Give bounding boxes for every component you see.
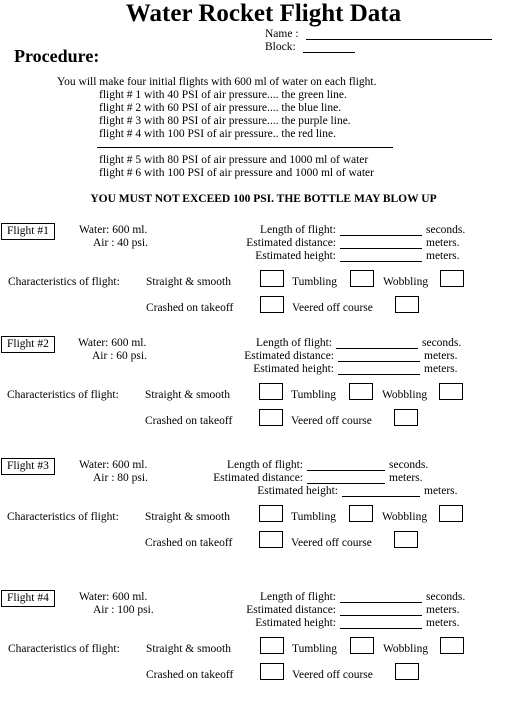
flight-2-crashed-label: Crashed on takeoff <box>145 415 233 427</box>
flight-4-characteristics-label: Characteristics of flight: <box>8 643 120 655</box>
flight-4-wobbling-checkbox[interactable] <box>440 637 464 654</box>
flight-1-distance-label: Estimated distance: <box>246 237 336 249</box>
flight-1-length-unit: seconds. <box>426 224 466 236</box>
flight-1-straight-checkbox[interactable] <box>260 270 284 287</box>
procedure-extra-line: flight # 5 with 80 PSI of air pressure and 1000 ml of water <box>99 154 369 166</box>
flight-3-wobbling-checkbox[interactable] <box>439 505 463 522</box>
flight-1-distance-field[interactable] <box>340 248 422 249</box>
flight-2-length-unit: seconds. <box>422 337 462 349</box>
flight-3-crashed-checkbox[interactable] <box>259 531 283 548</box>
procedure-line: flight # 1 with 40 PSI of air pressure.... the green line. <box>99 89 347 101</box>
flight-4-height-field[interactable] <box>340 628 422 629</box>
warning-text: YOU MUST NOT EXCEED 100 PSI. THE BOTTLE MAY BLOW UP <box>90 193 437 205</box>
procedure-extra-line: flight # 6 with 100 PSI of air pressure and 1000 ml of water <box>99 167 374 179</box>
flight-4-wobbling-label: Wobbling <box>383 643 429 655</box>
flight-4-air: Air : 100 psi. <box>93 604 154 616</box>
flight-2-crashed-checkbox[interactable] <box>259 409 283 426</box>
page-title: Water Rocket Flight Data <box>125 0 402 27</box>
flight-4-straight-checkbox[interactable] <box>260 637 284 654</box>
flight-3-straight-label: Straight & smooth <box>145 511 230 523</box>
flight-2-veered-label: Veered off course <box>291 415 372 427</box>
flight-1-length-field[interactable] <box>340 235 422 236</box>
flight-1-characteristics-label: Characteristics of flight: <box>8 276 120 288</box>
flight-1-height-unit: meters. <box>426 250 460 262</box>
flight-4-length-label: Length of flight: <box>259 591 336 603</box>
flight-1-length-label: Length of flight: <box>259 224 336 236</box>
flight-2-veered-checkbox[interactable] <box>394 409 418 426</box>
flight-1-height-label: Estimated height: <box>255 250 336 262</box>
flight-1-water: Water: 600 ml. <box>79 224 148 236</box>
flight-4-distance-unit: meters. <box>426 604 460 616</box>
flight-1-crashed-label: Crashed on takeoff <box>146 302 234 314</box>
flight-4-distance-label: Estimated distance: <box>246 604 336 616</box>
flight-2-tumbling-checkbox[interactable] <box>349 383 373 400</box>
flight-2-distance-unit: meters. <box>424 350 458 362</box>
flight-2-length-field[interactable] <box>336 348 418 349</box>
flight-4-length-unit: seconds. <box>426 591 466 603</box>
flight-1-distance-unit: meters. <box>426 237 460 249</box>
name-label: Name : <box>265 28 299 40</box>
flight-4-crashed-label: Crashed on takeoff <box>146 669 234 681</box>
flight-3-distance-label: Estimated distance: <box>213 472 303 484</box>
flight-4-height-label: Estimated height: <box>255 617 336 629</box>
flight-1-crashed-checkbox[interactable] <box>260 296 284 313</box>
flight-1-tumbling-checkbox[interactable] <box>350 270 374 287</box>
flight-1-label: Flight #1 <box>1 223 55 240</box>
flight-4-label: Flight #4 <box>1 590 55 607</box>
flight-2-wobbling-checkbox[interactable] <box>439 383 463 400</box>
flight-3-length-field[interactable] <box>307 470 385 471</box>
flight-2-length-label: Length of flight: <box>255 337 332 349</box>
flight-4-tumbling-label: Tumbling <box>292 643 337 655</box>
flight-4-straight-label: Straight & smooth <box>146 643 231 655</box>
procedure-intro: You will make four initial flights with 600 ml of water on each flight. <box>57 76 377 88</box>
block-field[interactable] <box>303 52 355 53</box>
flight-3-tumbling-checkbox[interactable] <box>349 505 373 522</box>
flight-3-crashed-label: Crashed on takeoff <box>145 537 233 549</box>
flight-1-tumbling-label: Tumbling <box>292 276 337 288</box>
flight-2-height-label: Estimated height: <box>253 363 334 375</box>
flight-1-wobbling-checkbox[interactable] <box>440 270 464 287</box>
procedure-line: flight # 3 with 80 PSI of air pressure.... the purple line. <box>99 115 351 127</box>
flight-4-veered-checkbox[interactable] <box>395 663 419 680</box>
flight-3-label: Flight #3 <box>1 458 55 475</box>
flight-2-straight-label: Straight & smooth <box>145 389 230 401</box>
flight-3-distance-field[interactable] <box>307 483 385 484</box>
flight-2-air: Air : 60 psi. <box>92 350 147 362</box>
procedure-heading: Procedure: <box>14 46 100 66</box>
flight-4-length-field[interactable] <box>340 602 422 603</box>
flight-1-veered-checkbox[interactable] <box>395 296 419 313</box>
flight-1-height-field[interactable] <box>340 261 422 262</box>
flight-3-tumbling-label: Tumbling <box>291 511 336 523</box>
flight-3-veered-checkbox[interactable] <box>394 531 418 548</box>
flight-4-height-unit: meters. <box>426 617 460 629</box>
flight-2-distance-label: Estimated distance: <box>244 350 334 362</box>
flight-3-height-label: Estimated height: <box>257 485 338 497</box>
procedure-line: flight # 2 with 60 PSI of air pressure.... the blue line. <box>99 102 342 114</box>
flight-2-tumbling-label: Tumbling <box>291 389 336 401</box>
flight-4-water: Water: 600 ml. <box>79 591 148 603</box>
flight-3-veered-label: Veered off course <box>291 537 372 549</box>
flight-2-characteristics-label: Characteristics of flight: <box>7 389 119 401</box>
flight-2-straight-checkbox[interactable] <box>259 383 283 400</box>
flight-1-wobbling-label: Wobbling <box>383 276 429 288</box>
flight-3-water: Water: 600 ml. <box>79 459 148 471</box>
flight-1-straight-label: Straight & smooth <box>146 276 231 288</box>
name-field[interactable] <box>306 39 492 40</box>
flight-3-air: Air : 80 psi. <box>93 472 148 484</box>
flight-1-veered-label: Veered off course <box>292 302 373 314</box>
flight-2-wobbling-label: Wobbling <box>382 389 428 401</box>
flight-2-height-unit: meters. <box>424 363 458 375</box>
flight-2-distance-field[interactable] <box>338 361 420 362</box>
flight-4-distance-field[interactable] <box>340 615 422 616</box>
flight-3-length-unit: seconds. <box>389 459 429 471</box>
procedure-line: flight # 4 with 100 PSI of air pressure.. the red line. <box>99 128 336 140</box>
flight-2-height-field[interactable] <box>338 374 420 375</box>
flight-3-height-unit: meters. <box>424 485 458 497</box>
flight-3-distance-unit: meters. <box>389 472 423 484</box>
flight-4-crashed-checkbox[interactable] <box>260 663 284 680</box>
block-label: Block: <box>265 41 296 53</box>
divider <box>97 147 393 148</box>
flight-1-air: Air : 40 psi. <box>93 237 148 249</box>
flight-3-wobbling-label: Wobbling <box>382 511 428 523</box>
flight-3-straight-checkbox[interactable] <box>259 505 283 522</box>
flight-2-label: Flight #2 <box>1 336 55 353</box>
flight-4-veered-label: Veered off course <box>292 669 373 681</box>
flight-3-characteristics-label: Characteristics of flight: <box>7 511 119 523</box>
flight-3-length-label: Length of flight: <box>226 459 303 471</box>
flight-2-water: Water: 600 ml. <box>78 337 147 349</box>
flight-3-height-field[interactable] <box>342 496 420 497</box>
flight-4-tumbling-checkbox[interactable] <box>350 637 374 654</box>
